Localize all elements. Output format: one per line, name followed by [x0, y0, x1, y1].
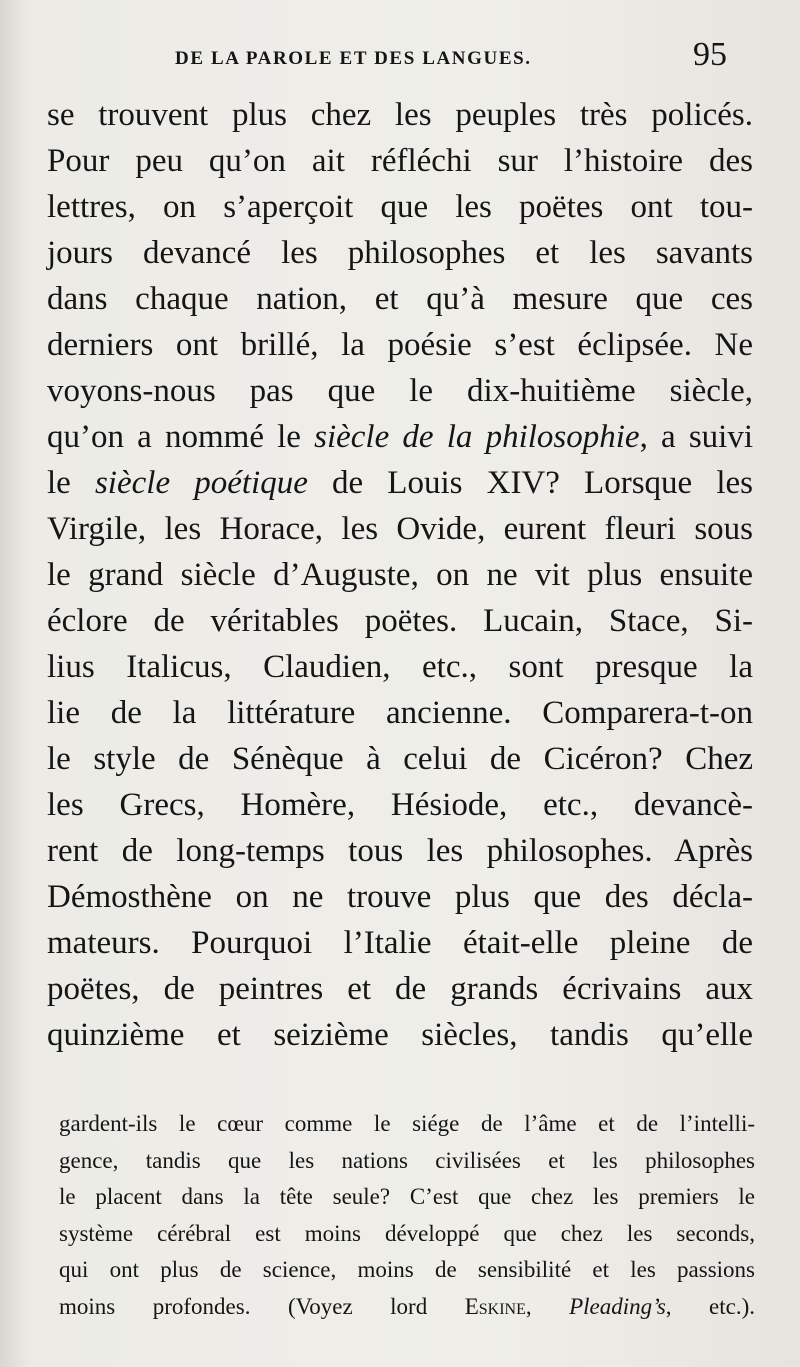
text-line: mateurs. Pourquoi l’Italie était-elle pleine de [47, 925, 753, 961]
text-line: dans chaque nation, et qu’à mesure que ces [47, 281, 753, 317]
text-line [47, 460, 753, 506]
text-run: de Louis XIV? Lorsque les [307, 465, 753, 501]
footnote-line: système cérébral est moins développé que chez les seconds, [59, 1220, 755, 1246]
text-run: , a suivi [639, 419, 753, 455]
text-line: se trouvent plus chez les peuples très policés. [47, 97, 753, 133]
main-text [47, 92, 753, 1058]
text-line [47, 414, 753, 460]
page-header [0, 36, 800, 90]
text-line: le style de Sénèque à celui de Cicéron? Chez [47, 741, 753, 777]
footnote-line [59, 1289, 755, 1326]
text-line: voyons-nous pas que le dix-huitième siècle, [47, 373, 753, 409]
footnote [59, 1106, 755, 1325]
text-run: le [47, 465, 95, 501]
text-line: lettres, on s’aperçoit que les poëtes ont tou- [47, 189, 753, 225]
text-run: qu’on a nommé le [47, 419, 315, 455]
text-run: , etc.). [665, 1293, 756, 1319]
text-line: les Grecs, Homère, Hésiode, etc., devancè- [47, 787, 753, 823]
text-line: derniers ont brillé, la poésie s’est éclipsée. Ne [47, 327, 753, 363]
text-line: lius Italicus, Claudien, etc., sont presque la [47, 649, 753, 685]
running-title: DE LA PAROLE ET DES LANGUES. [175, 48, 532, 69]
footnote-line: qui ont plus de science, moins de sensibilité et les passions [59, 1257, 755, 1282]
italic-title: siècle de la philosophie [314, 419, 640, 455]
text-run: , [525, 1293, 570, 1319]
italic-title: siècle poétique [94, 465, 308, 501]
footnote-line: gardent-ils le cœur comme le siége de l’âme et de l’intelli- [59, 1111, 755, 1136]
footnote-line: gence, tandis que les nations civilisées et les philosophes [59, 1147, 755, 1173]
text-line: Démosthène on ne trouve plus que des décla- [47, 879, 753, 915]
footnote-line: le placent dans la tête seule? C’est que chez les premiers le [59, 1184, 755, 1209]
text-line: lie de la littérature ancienne. Comparera-t-on [47, 695, 753, 731]
text-line: le grand siècle d’Auguste, on ne vit plus ensuite [47, 557, 753, 593]
text-line: rent de long-temps tous les philosophes. Après [47, 833, 753, 869]
text-line: jours devancé les philosophes et les savants [47, 235, 753, 271]
page-number: 95 [693, 36, 727, 73]
text-line: quinzième et seizième siècles, tandis qu’elle [47, 1017, 753, 1053]
italic-title: Pleading’s [569, 1293, 666, 1319]
text-line: éclore de véritables poëtes. Lucain, Stace, Si- [47, 603, 753, 639]
text-line: Virgile, les Horace, les Ovide, eurent fleuri sous [47, 511, 753, 547]
text-line: poëtes, de peintres et de grands écrivains aux [47, 971, 753, 1007]
text-line: Pour peu qu’on ait réfléchi sur l’histoire des [47, 143, 753, 179]
author-name: Eskine [464, 1293, 526, 1319]
text-run: moins profondes. (Voyez lord [59, 1293, 465, 1319]
